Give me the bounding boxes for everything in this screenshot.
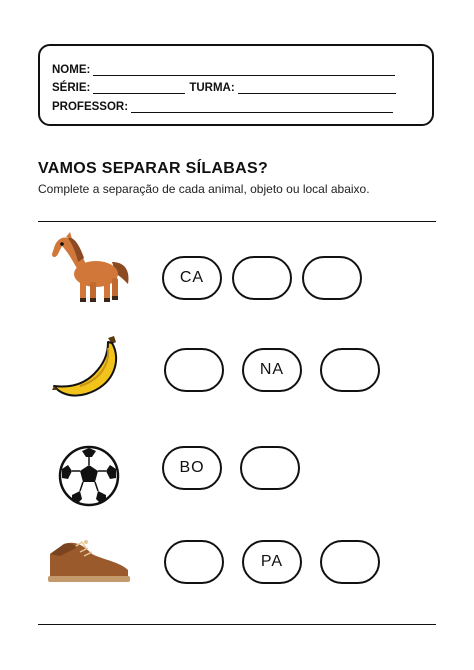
syllable-box-2-3[interactable]: [320, 348, 380, 392]
syllable-box-3-2[interactable]: [240, 446, 300, 490]
syllable-box-1-3[interactable]: [302, 256, 362, 300]
horse-icon: [48, 232, 132, 304]
name-field[interactable]: [52, 64, 395, 76]
syllable-box-3-1[interactable]: BO: [162, 446, 222, 490]
syllable-box-4-1[interactable]: [164, 540, 224, 584]
soccer-ball-icon: [58, 445, 120, 507]
grade-label: SÉRIE:: [52, 82, 91, 94]
grade-class-field[interactable]: [52, 82, 396, 94]
syllable-box-2-1[interactable]: [164, 348, 224, 392]
divider-top: [38, 221, 436, 222]
banana-icon: [50, 334, 130, 400]
student-info-box: [38, 44, 434, 126]
teacher-line[interactable]: [131, 101, 393, 113]
syllable-box-2-2[interactable]: NA: [242, 348, 302, 392]
divider-bottom: [38, 624, 436, 625]
grade-line[interactable]: [93, 82, 185, 94]
syllable-box-4-2[interactable]: PA: [242, 540, 302, 584]
teacher-field[interactable]: [52, 101, 393, 113]
page-title: VAMOS SEPARAR SÍLABAS?: [38, 160, 269, 177]
name-label: NOME:: [52, 64, 91, 76]
syllable-box-4-3[interactable]: [320, 540, 380, 584]
name-line[interactable]: [93, 64, 395, 76]
instructions: Complete a separação de cada animal, objeto ou local abaixo.: [38, 182, 370, 196]
class-line[interactable]: [238, 82, 396, 94]
class-label: TURMA:: [189, 82, 235, 94]
shoe-icon: [46, 536, 132, 584]
syllable-box-1-2[interactable]: [232, 256, 292, 300]
syllable-box-1-1[interactable]: CA: [162, 256, 222, 300]
teacher-label: PROFESSOR:: [52, 101, 129, 113]
